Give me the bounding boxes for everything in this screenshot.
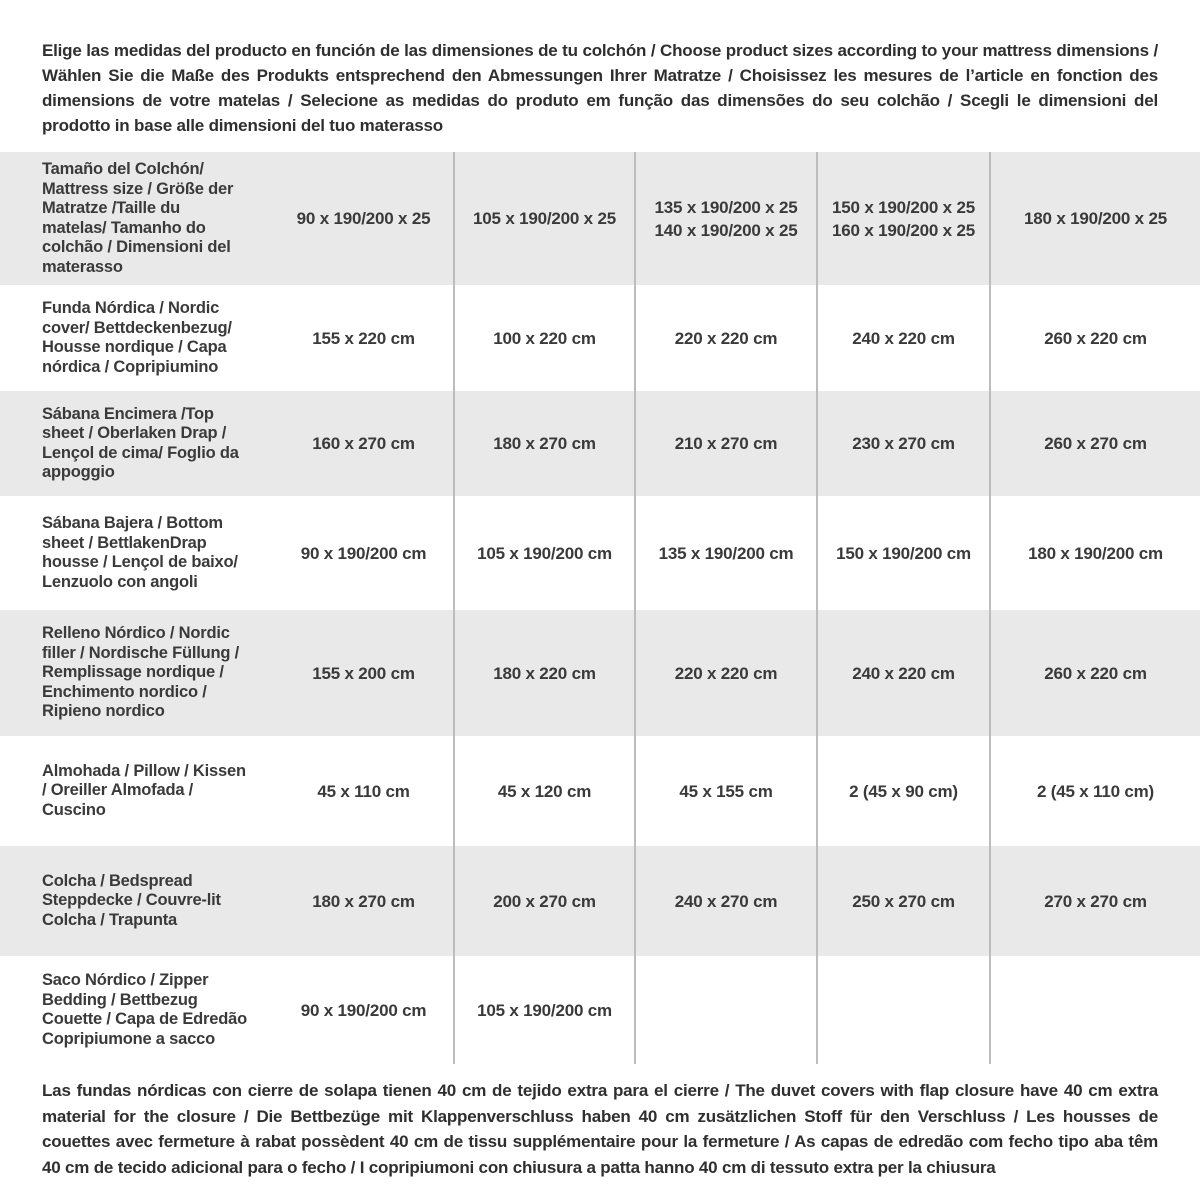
row-label: Sábana Bajera / Bottom sheet / BettlakenDrap housse / Lençol de baixo/ Lenzuolo con angoli [42, 514, 238, 591]
row-value: 270 x 270 cm [1044, 891, 1147, 911]
row-value [818, 956, 991, 1064]
row-label: Funda Nórdica / Nordic cover/ Bettdeckenbezug/ Housse nordique / Capa nórdica / Copripiumino [42, 299, 232, 376]
size-guide-page [0, 38, 1200, 1180]
row-value: 90 x 190/200 cm [274, 956, 455, 1064]
intro-text: Elige las medidas del producto en función de las dimensiones de tu colchón / Choose product sizes according to your mattress dimensions / Wählen Sie die Maße des Produkts entsprechend den Abmessungen Ihrer Matratze / Choisissez les mesures de l’article en fonction des dimensions de votre matelas / Selecione as medidas do produto em função das dimensões do seu colchão / Scegli le dimensioni del prodotto in base alle dimensioni del tuo materasso [42, 41, 1158, 135]
row-value: 105 x 190/200 cm [455, 956, 636, 1064]
row-label: Relleno Nórdico / Nordic filler / Nordische Füllung / Remplissage nordique / Enchimento nordico / Ripieno nordico [42, 624, 240, 721]
row-label: Saco Nórdico / Zipper Bedding / Bettbezug Couette / Capa de Edredão Copripiumone a sacco [42, 971, 247, 1048]
header-size-line: 160 x 190/200 x 25 [832, 220, 975, 240]
row-value: 100 x 220 cm [455, 285, 636, 391]
row-value: 2 (45 x 90 cm) [818, 736, 991, 846]
table-header-row [0, 152, 1200, 285]
row-value: 250 x 270 cm [818, 846, 991, 956]
row-value: 45 x 155 cm [636, 736, 818, 846]
row-label: Colcha / Bedspread Steppdecke / Couvre-lit Colcha / Trapunta [42, 871, 221, 929]
row-value: 260 x 270 cm [1044, 434, 1147, 453]
row-value: 240 x 270 cm [636, 846, 818, 956]
row-value: 220 x 220 cm [636, 285, 818, 391]
header-size-col-5 [991, 152, 1200, 285]
row-value: 220 x 220 cm [636, 610, 818, 736]
row-value: 180 x 220 cm [455, 610, 636, 736]
row-value: 240 x 220 cm [818, 610, 991, 736]
header-size-line: 90 x 190/200 x 25 [296, 209, 431, 228]
row-value: 230 x 270 cm [818, 391, 991, 496]
header-size-col-1 [274, 152, 455, 285]
header-size-col-3 [636, 152, 818, 285]
row-label: Almohada / Pillow / Kissen / Oreiller Almofada / Cuscino [42, 761, 246, 819]
row-value: 90 x 190/200 cm [274, 496, 455, 610]
table-row-zipper-bedding [0, 956, 1200, 1064]
footnote-text: Las fundas nórdicas con cierre de solapa tienen 40 cm de tejido extra para el cierre / The duvet covers with flap closure have 40 cm extra material for the closure / Die Bettbezüge mit Klappenverschluss haben 40 cm zusätzlichen Stoff für den Verschluss / Les housses de couettes avec fermeture à rabat possèdent 40 cm de tissu supplémentaire pour la fermeture / As capas de edredão com fecho tipo aba têm 40 cm de tecido adicional para o fecho / I copripiumoni con chiusura a patta hanno 40 cm di tessuto extra per la chiusura [42, 1081, 1158, 1177]
row-value: 155 x 220 cm [274, 285, 455, 391]
table-row-nordic-filler [0, 610, 1200, 736]
row-value: 135 x 190/200 cm [636, 496, 818, 610]
row-value: 180 x 270 cm [274, 846, 455, 956]
row-value: 180 x 190/200 cm [1028, 543, 1163, 563]
row-value: 2 (45 x 110 cm) [1036, 781, 1155, 801]
row-value: 45 x 120 cm [455, 736, 636, 846]
table-row-top-sheet [0, 391, 1200, 496]
header-size-line: 180 x 190/200 x 25 [1024, 209, 1167, 228]
row-value: 155 x 200 cm [274, 610, 455, 736]
header-size-line: 105 x 190/200 x 25 [473, 209, 616, 228]
table-row-nordic-cover [0, 285, 1200, 391]
header-mattress-size-label: Tamaño del Colchón/ Mattress size / Größe der Matratze /Taille du matelas/ Tamanho do colchão / Dimensioni del materasso [42, 160, 234, 276]
row-value: 150 x 190/200 cm [818, 496, 991, 610]
row-value: 260 x 220 cm [1044, 328, 1147, 348]
row-value: 160 x 270 cm [274, 391, 455, 496]
header-size-col-2 [455, 152, 636, 285]
row-value: 210 x 270 cm [636, 391, 818, 496]
header-size-line: 140 x 190/200 x 25 [654, 220, 798, 240]
row-value: 105 x 190/200 cm [455, 496, 636, 610]
row-value: 180 x 270 cm [455, 391, 636, 496]
table-row-bedspread [0, 846, 1200, 956]
row-value [991, 956, 1200, 1064]
row-value: 45 x 110 cm [274, 736, 455, 846]
header-size-line: 135 x 190/200 x 25 [654, 197, 798, 217]
row-label: Sábana Encimera /Top sheet / Oberlaken Drap / Lençol de cima/ Foglio da appoggio [42, 404, 239, 481]
size-table [0, 152, 1200, 1064]
table-row-pillow [0, 736, 1200, 846]
row-value: 200 x 270 cm [455, 846, 636, 956]
header-size-line: 150 x 190/200 x 25 [832, 197, 975, 217]
header-size-col-4 [818, 152, 991, 285]
row-value [636, 956, 818, 1064]
row-value: 260 x 220 cm [1044, 663, 1147, 683]
table-row-bottom-sheet [0, 496, 1200, 610]
row-value: 240 x 220 cm [818, 285, 991, 391]
